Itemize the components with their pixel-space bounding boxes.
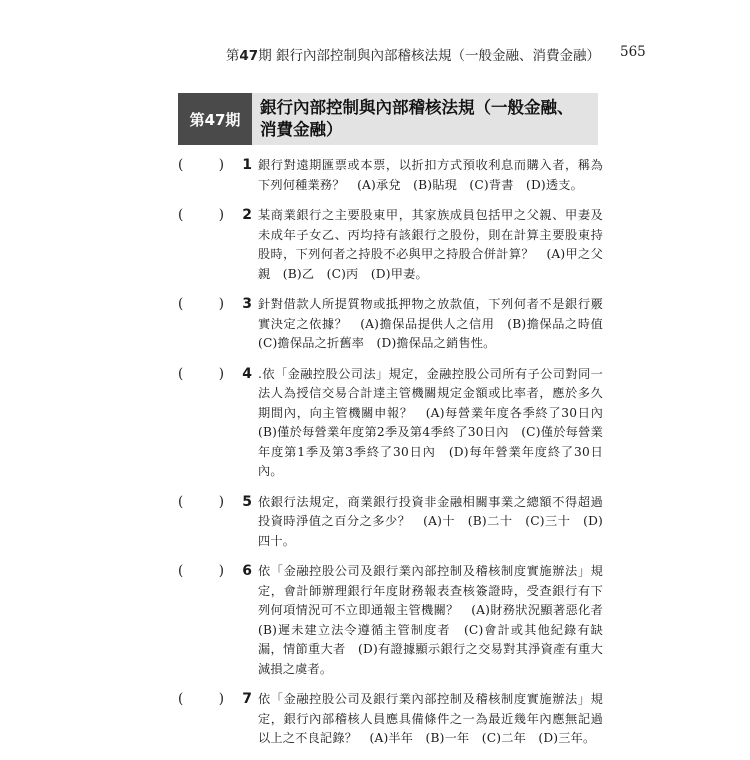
question-text: 針對借款人所提質物或抵押物之放款值，下列何者不是銀行覈實決定之依據？ (A)擔保品提供人之信用 (B)擔保品之時值 (C)擔保品之折舊率 (D)擔保品之銷售性。 [258,297,616,350]
question-text: 依「金融控股公司及銀行業內部控制及稽核制度實施辦法」規定，銀行內部稽核人員應具備條件之一為最近幾年內應無記過以上之不良記錄？ (A)半年 (B)一年 (C)二年 (D)三年。 [258,692,603,745]
question-number: 4 [242,365,252,382]
section-title: 銀行內部控制與內部稽核法規（一般金融、消費金融） [252,93,598,145]
question-text: 依「金融控股公司及銀行業內部控制及稽核制度實施辦法」規定，會計師辦理銀行年度財務報表查核簽證時，受查銀行有下列何項情況可不立即通報主管機關？ (A)財務狀況顯著惡化者 (B)遲未建立法令遵循主管制度者 (C)會計或其他紀錄有缺漏，情節重大者 (D)有證據顯示銀行之交易對其淨資產有重大減損之虞者。 [258,564,616,676]
header-prefix: 第 [225,48,240,64]
question-item [178,156,603,195]
answer-blank: ( ) [178,365,224,382]
question-text: .依「金融控股公司法」規定，金融控股公司所有子公司對同一法人為授信交易合計達主管機關規定金額或比率者，應於多久期間內，向主管機關申報？ (A)每營業年度各季終了30日內 (B)僅於每營業年度第2季及第4季終了30日內 (C)僅於每營業年度第1季及第3季終了30日內 (D)每年營業年度終了30日內。 [258,366,616,478]
answer-blank: ( ) [178,493,224,510]
question-item [178,295,616,354]
question-text: 依銀行法規定，商業銀行投資非金融相關事業之總額不得超過投資時淨值之百分之多少？ (A)十 (B)二十 (C)三十 (D)四十。 [258,494,603,548]
question-item [178,206,603,284]
question-list [178,156,616,760]
section-badge: 第47期 [178,93,252,145]
question-item [178,493,603,552]
question-number: 1 [242,157,252,173]
answer-blank: ( ) [178,691,224,707]
question-item [178,562,616,679]
running-header [226,44,600,64]
answer-blank: ( ) [178,563,224,579]
question-number: 7 [242,691,252,707]
question-item [178,690,603,749]
section-title-block [178,93,598,145]
question-text: 某商業銀行之主要股東甲，其家族成員包括甲之父親、甲妻及未成年子女乙、丙均持有該銀行之股份，則在計算主要股東持股時，下列何者之持股不必與甲之持股合併計算？ (A)甲之父親 (B)乙 (C)丙 (D)甲妻。 [258,208,603,281]
answer-blank: ( ) [178,157,224,173]
header-suffix: 期 [258,48,272,64]
question-item [178,365,616,482]
question-number: 5 [242,493,252,510]
answer-blank: ( ) [178,207,224,223]
question-number: 6 [242,563,252,579]
answer-blank: ( ) [178,296,224,312]
question-number: 2 [242,207,252,223]
header-issue-number: 47 [239,48,259,64]
question-text: 銀行對遠期匯票或本票，以折扣方式預收利息而購入者，稱為下列何種業務？ (A)承兌 (B)貼現 (C)背書 (D)透支。 [258,158,603,192]
header-title: 銀行內部控制與內部稽核法規（一般金融、消費金融） [276,48,600,64]
page-number: 565 [620,44,646,60]
question-number: 3 [242,296,252,312]
